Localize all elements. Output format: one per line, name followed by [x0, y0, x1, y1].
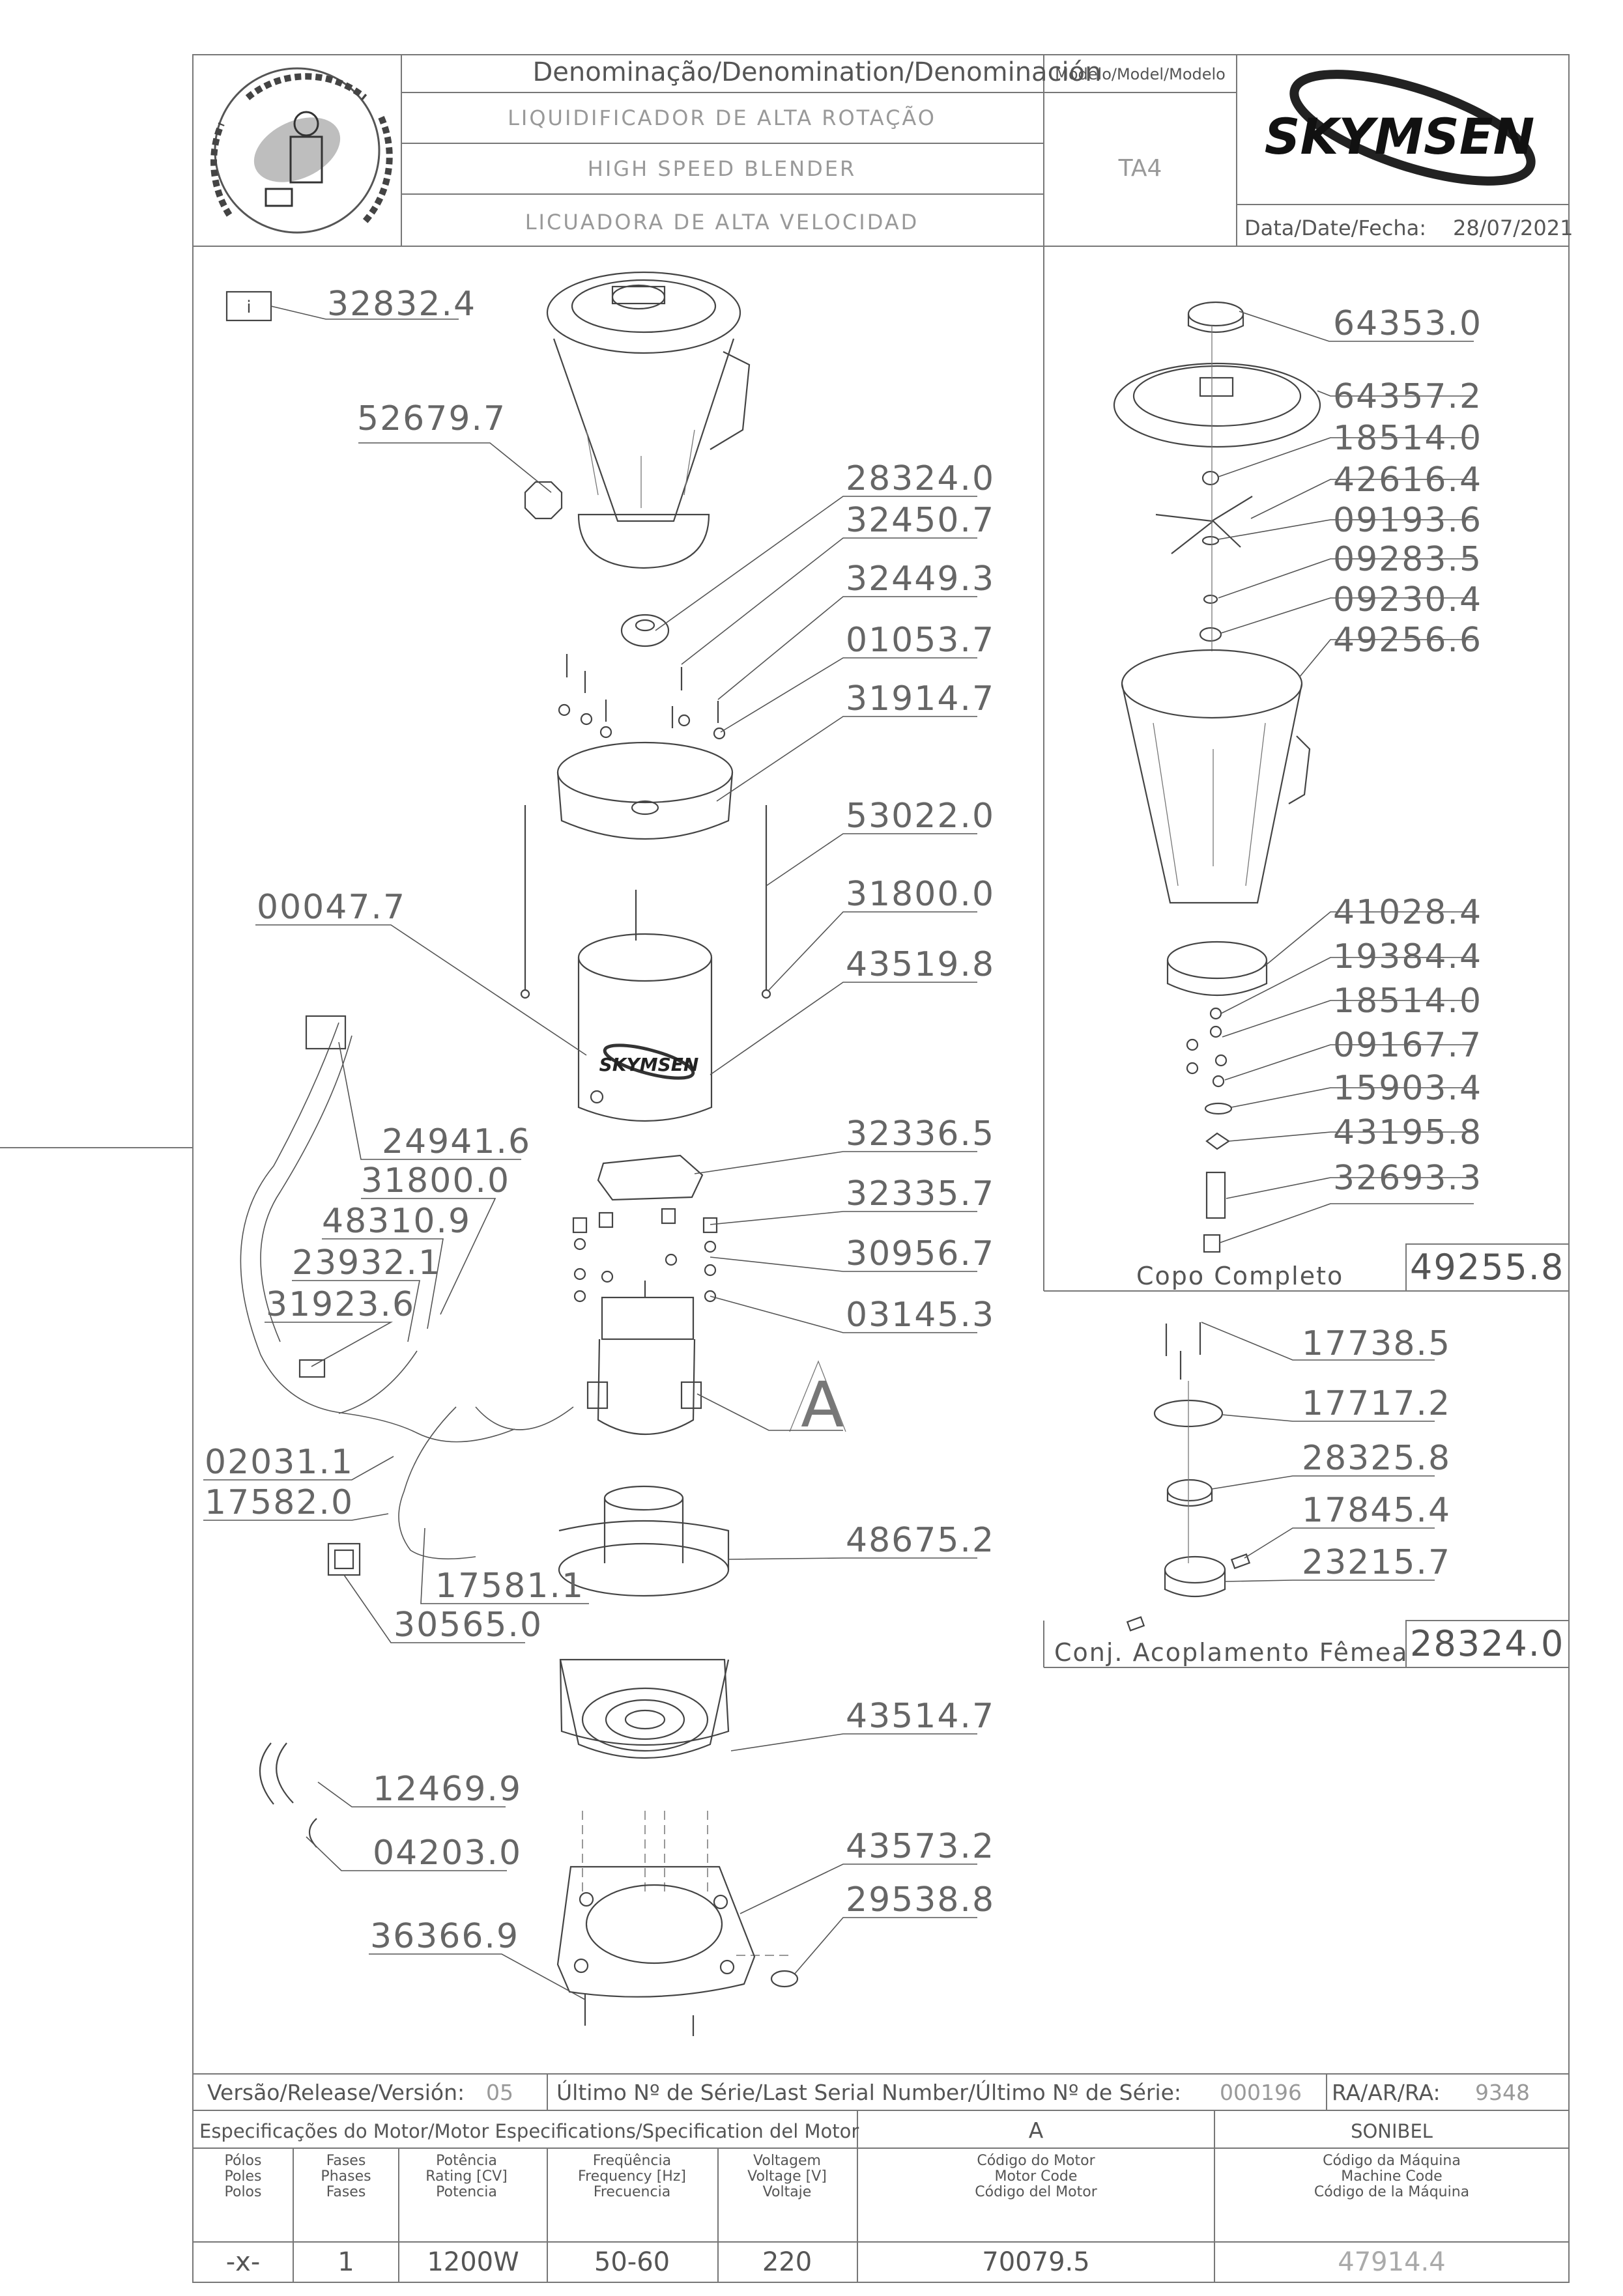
part-label: 31800.0: [846, 875, 996, 914]
title-block: [214, 52, 1573, 240]
val-motor-code: 70079.5: [982, 2247, 1090, 2277]
denomination-title: Denominação/Denomination/Denominación: [532, 57, 1102, 87]
acopl-part-label: 17717.2: [1302, 1384, 1452, 1423]
copo-part-label: 43195.8: [1333, 1113, 1483, 1152]
val-volt: 220: [762, 2247, 812, 2277]
col-freq-1: Freqüência: [592, 2153, 672, 2169]
part-label: 48310.9: [322, 1202, 472, 1241]
copo-part-label: 42616.4: [1333, 461, 1483, 500]
name-es: LICUADORA DE ALTA VELOCIDAD: [524, 210, 919, 234]
model-title: Modelo/Model/Modelo: [1055, 65, 1226, 83]
part-label: 17581.1: [435, 1566, 585, 1606]
acopl-part-label: 23215.7: [1302, 1543, 1452, 1582]
part-label: 24941.6: [382, 1122, 532, 1161]
ra-value: 9348: [1475, 2080, 1530, 2105]
part-label: 52679.7: [357, 399, 507, 438]
val-poles: -x-: [225, 2247, 261, 2277]
col-phases-2: Phases: [321, 2168, 371, 2185]
col-machine-code-2: Machine Code: [1341, 2168, 1443, 2185]
col-power-3: Potencia: [436, 2184, 497, 2200]
col-power-2: Rating [CV]: [425, 2168, 508, 2185]
part-label: 29538.8: [846, 1880, 996, 1920]
part-label: 36366.9: [370, 1917, 520, 1956]
copo-part-label: 18514.0: [1333, 419, 1483, 458]
ra-label: RA/AR/RA:: [1332, 2080, 1441, 2105]
copo-part-label: 09193.6: [1333, 501, 1483, 540]
serial-label: Último Nº de Série/Last Serial Number/Último Nº de Série:: [556, 2080, 1182, 2105]
acopl-part-label: 17845.4: [1302, 1491, 1452, 1530]
part-label: 03145.3: [846, 1296, 996, 1335]
brand-name: SKYMSEN: [1264, 107, 1535, 165]
part-label: 32450.7: [846, 501, 996, 540]
col-poles-2: Poles: [224, 2168, 262, 2185]
model-value: TA4: [1118, 155, 1162, 182]
acoplamento-code: 28324.0: [1410, 1623, 1565, 1664]
col-poles-1: Pólos: [224, 2153, 262, 2169]
copo-part-label: 18514.0: [1333, 982, 1483, 1021]
copo-part-label: 19384.4: [1333, 937, 1483, 976]
date-label: Data/Date/Fecha:: [1244, 216, 1427, 240]
version-label: Versão/Release/Versión:: [207, 2080, 465, 2105]
col-volt-3: Voltaje: [762, 2184, 812, 2200]
acoplamento-title: Conj. Acoplamento Fêmea: [1054, 1638, 1409, 1667]
acoplamento-part-labels: [1054, 1324, 1564, 1667]
copo-part-label: 49256.6: [1333, 621, 1483, 660]
col-freq-2: Frequency [Hz]: [578, 2168, 686, 2185]
copo-part-label: 64353.0: [1333, 304, 1483, 343]
date-value: 28/07/2021: [1453, 216, 1573, 240]
part-label: 31800.0: [361, 1161, 511, 1200]
part-label: 01053.7: [846, 621, 996, 660]
copo-part-labels: [1136, 304, 1564, 1290]
col-machine-code-1: Código da Máquina: [1323, 2153, 1461, 2169]
part-label: 32832.4: [327, 285, 477, 324]
val-freq: 50-60: [594, 2247, 670, 2277]
part-label: 43519.8: [846, 945, 996, 984]
val-power: 1200W: [427, 2247, 519, 2277]
motor-ref: A: [1028, 2118, 1044, 2143]
manufacturer: SONIBEL: [1351, 2120, 1433, 2142]
col-volt-1: Voltagem: [753, 2153, 821, 2169]
part-label: 32449.3: [846, 560, 996, 599]
col-freq-3: Frecuencia: [593, 2184, 671, 2200]
col-poles-3: Polos: [224, 2184, 262, 2200]
part-label: 04203.0: [373, 1834, 523, 1873]
authorized-service-seal: [214, 68, 390, 233]
name-en: HIGH SPEED BLENDER: [587, 156, 857, 181]
copo-part-label: 09230.4: [1333, 580, 1483, 619]
main-assembly-parts: [227, 272, 846, 2036]
part-label: 53022.0: [846, 797, 996, 836]
col-motor-code-1: Código do Motor: [977, 2153, 1095, 2169]
copo-part-label: 09167.7: [1333, 1026, 1483, 1065]
part-label: 32336.5: [846, 1114, 996, 1154]
col-phases-1: Fases: [326, 2153, 366, 2169]
val-phases: 1: [338, 2247, 354, 2277]
part-label: 31923.6: [266, 1285, 416, 1324]
part-label: 17582.0: [205, 1483, 354, 1522]
main-part-labels: [205, 285, 995, 1956]
copo-part-label: 41028.4: [1333, 893, 1483, 932]
col-machine-code-3: Código de la Máquina: [1314, 2184, 1470, 2200]
copo-part-label: 32693.3: [1333, 1159, 1483, 1198]
part-label: 12469.9: [373, 1770, 523, 1809]
copo-code: 49255.8: [1410, 1247, 1565, 1288]
col-volt-2: Voltage [V]: [747, 2168, 827, 2185]
part-label: 00047.7: [257, 888, 407, 927]
copo-parts: [1114, 302, 1320, 1252]
version-value: 05: [486, 2080, 513, 2105]
skymsen-logo: [1265, 52, 1543, 203]
svg-text:i: i: [246, 298, 251, 317]
serial-value: 000196: [1220, 2080, 1302, 2105]
copo-part-label: 09283.5: [1333, 540, 1483, 579]
part-label: 30565.0: [394, 1606, 543, 1645]
col-phases-3: Fases: [326, 2184, 366, 2200]
housing-logo-text: SKYMSEN: [599, 1054, 699, 1075]
acopl-part-label: 17738.5: [1302, 1324, 1452, 1363]
part-label: 30956.7: [846, 1234, 996, 1273]
part-label: 02031.1: [205, 1443, 354, 1482]
part-label: 32335.7: [846, 1174, 996, 1213]
part-label: 43514.7: [846, 1697, 996, 1736]
part-label: 28324.0: [846, 459, 996, 498]
val-machine-code: 47914.4: [1338, 2247, 1446, 2277]
motor-ref-a: A: [801, 1368, 844, 1441]
copo-title: Copo Completo: [1136, 1262, 1344, 1290]
col-motor-code-3: Código del Motor: [975, 2184, 1097, 2200]
housing-logo: [599, 1038, 699, 1084]
part-label: 23932.1: [292, 1243, 442, 1283]
part-label: 48675.2: [846, 1521, 996, 1560]
part-label: 31914.7: [846, 679, 996, 718]
copo-part-label: 15903.4: [1333, 1069, 1483, 1108]
acoplamento-parts: [1127, 1322, 1249, 1630]
motor-spec-title: Especificações do Motor/Motor Especifications/Specification del Motor: [199, 2120, 859, 2142]
name-pt: LIQUIDIFICADOR DE ALTA ROTAÇÃO: [508, 106, 936, 130]
copo-part-label: 64357.2: [1333, 377, 1483, 416]
acopl-part-label: 28325.8: [1302, 1439, 1452, 1478]
col-motor-code-2: Motor Code: [994, 2168, 1078, 2185]
col-power-1: Potência: [436, 2153, 497, 2169]
part-label: 43573.2: [846, 1827, 996, 1866]
